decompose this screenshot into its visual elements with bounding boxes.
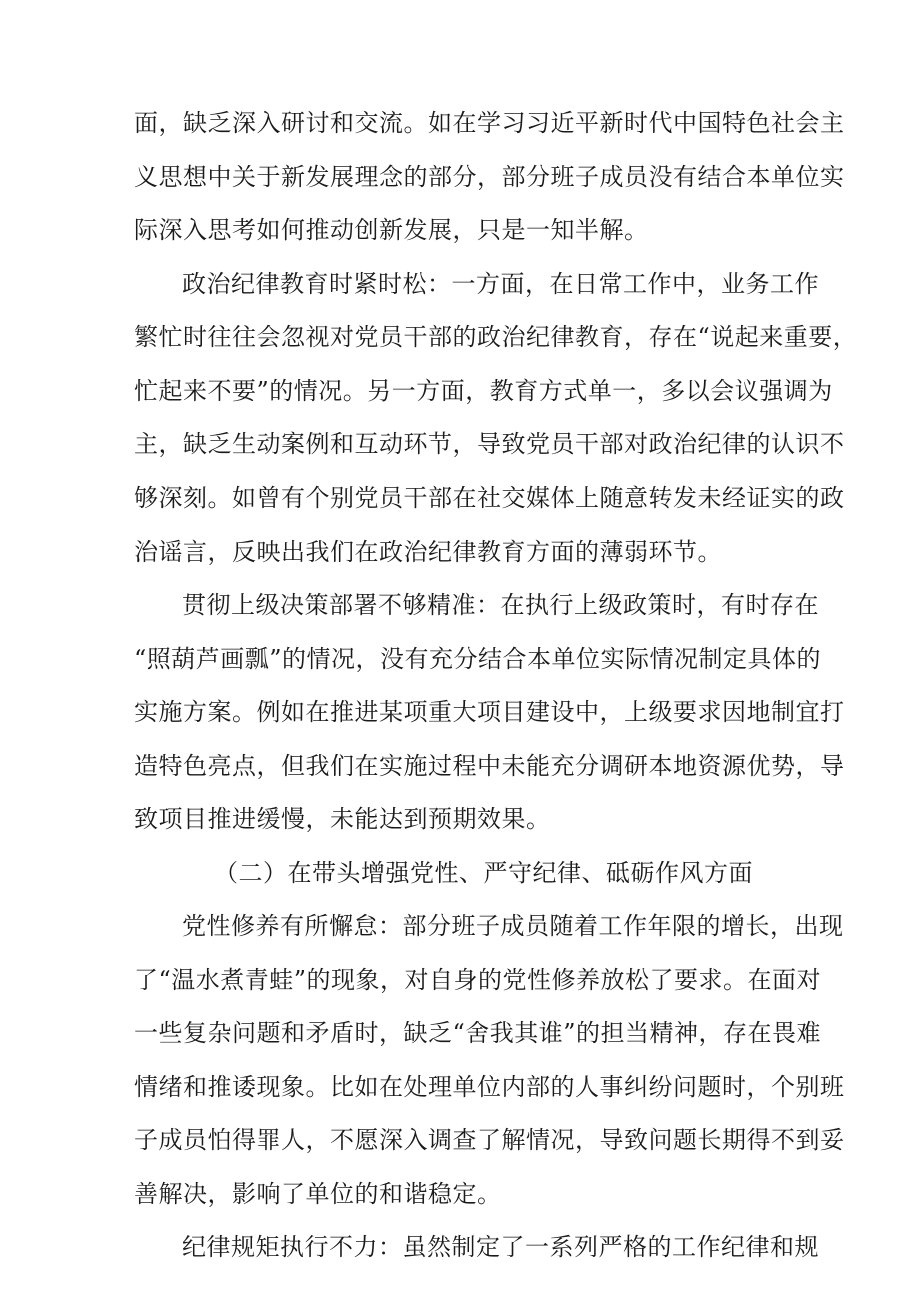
text-line: 情绪和推诿现象。比如在处理单位内部的人事纠纷问题时，个别班 — [134, 1073, 845, 1101]
text-line: 际深入思考如何推动创新发展，只是一知半解。 — [134, 216, 649, 244]
text-line: 忙起来不要”的情况。另一方面，教育方式单一，多以会议强调为 — [134, 377, 833, 405]
text-line: 面，缺乏深入研讨和交流。如在学习习近平新时代中国特色社会主 — [134, 109, 845, 137]
text-line: 实施方案。例如在推进某项重大项目建设中，上级要求因地制宜打 — [134, 698, 845, 726]
text-line: 了“温水煮青蛙”的现象，对自身的党性修养放松了要求。在面对 — [134, 966, 822, 994]
text-line: 善解决，影响了单位的和谐稳定。 — [134, 1180, 502, 1208]
text-line: 主，缺乏生动案例和互动环节，导致党员干部对政治纪律的认识不 — [134, 430, 845, 458]
text-line: 一些复杂问题和矛盾时，缺乏“舍我其谁”的担当精神，存在畏难 — [134, 1019, 822, 1047]
text-line: 致项目推进缓慢，未能达到预期效果。 — [134, 805, 551, 833]
text-line: 造特色亮点，但我们在实施过程中未能充分调研本地资源优势，导 — [134, 752, 845, 780]
text-line: 子成员怕得罪人，不愿深入调查了解情况，导致问题长期得不到妥 — [134, 1126, 845, 1154]
paragraph-start-line: 贯彻上级决策部署不够精准：在执行上级政策时，有时存在 — [182, 591, 819, 619]
paragraph-start-line: 纪律规矩执行不力：虽然制定了一系列严格的工作纪律和规 — [182, 1233, 819, 1261]
text-line: 繁忙时往往会忽视对党员干部的政治纪律教育，存在“说起来重要， — [134, 323, 858, 351]
text-line: “照葫芦画瓢”的情况，没有充分结合本单位实际情况制定具体的 — [134, 645, 822, 673]
section-heading: （二）在带头增强党性、严守纪律、砥砺作风方面 — [214, 859, 753, 887]
paragraph-start-line: 党性修养有所懈怠：部分班子成员随着工作年限的增长，出现 — [182, 912, 844, 940]
text-line: 义思想中关于新发展理念的部分，部分班子成员没有结合本单位实 — [134, 163, 845, 191]
text-line: 够深刻。如曾有个别党员干部在社交媒体上随意转发未经证实的政 — [134, 484, 845, 512]
paragraph-start-line: 政治纪律教育时紧时松：一方面，在日常工作中，业务工作 — [182, 270, 819, 298]
text-line: 治谣言，反映出我们在政治纪律教育方面的薄弱环节。 — [134, 538, 722, 566]
